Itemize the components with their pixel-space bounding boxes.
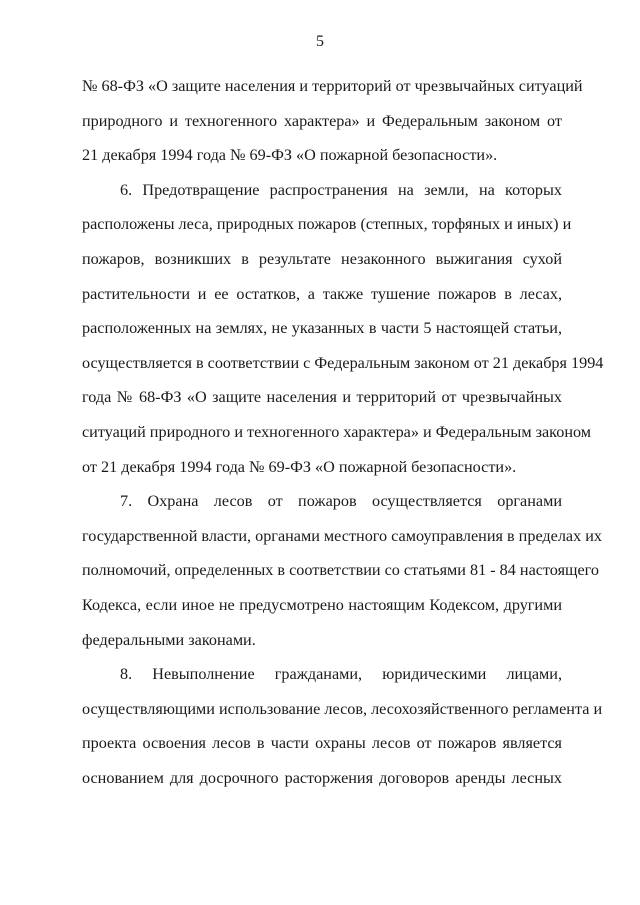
text-line: 21 декабря 1994 года № 69-ФЗ «О пожарной безопасности». (82, 146, 498, 165)
text-line: растительности и ее остатков, а также тушение пожаров в лесах, (82, 284, 562, 303)
text-body (82, 69, 604, 795)
text-line: проекта освоения лесов в части охраны лесов от пожаров является (82, 734, 562, 753)
text-line: пожаров, возникших в результате незаконного выжигания сухой (82, 249, 562, 268)
text-line: природного и техногенного характера» и Федеральным законом от (82, 111, 562, 130)
paragraph-continuation (82, 69, 583, 173)
paragraph-8 (82, 657, 603, 795)
text-line: полномочий, определенных в соответствии со статьями 81 - 84 настоящего (82, 561, 600, 580)
text-line: года № 68-ФЗ «О защите населения и территорий от чрезвычайных (82, 388, 562, 407)
text-line: 7. Охрана лесов от пожаров осуществляется органами (120, 492, 562, 511)
text-line: ситуаций природного и техногенного характера» и Федеральным законом (82, 422, 592, 441)
text-line: осуществляется в соответствии с Федеральным законом от 21 декабря 1994 (82, 353, 604, 372)
text-line: осуществляющими использование лесов, лесохозяйственного регламента и (82, 699, 603, 718)
text-line: от 21 декабря 1994 года № 69-ФЗ «О пожарной безопасности». (82, 457, 517, 476)
text-line: № 68-ФЗ «О защите населения и территорий от чрезвычайных ситуаций (82, 77, 583, 95)
text-line: государственной власти, органами местного самоуправления в пределах их (82, 526, 602, 545)
text-line: 6. Предотвращение распространения на земли, на которых (120, 180, 562, 199)
paragraph-7 (82, 484, 602, 657)
text-line: основанием для досрочного расторжения договоров аренды лесных (82, 768, 562, 787)
text-line: 8. Невыполнение гражданами, юридическими лицами, (120, 665, 562, 684)
text-line: расположенных на землях, не указанных в части 5 настоящей статьи, (82, 319, 562, 338)
text-line: расположены леса, природных пожаров (степных, торфяных и иных) и (82, 215, 572, 234)
page-number: 5 (316, 33, 324, 50)
paragraph-6 (82, 173, 604, 484)
text-line: федеральными законами. (82, 630, 256, 649)
text-line: Кодекса, если иное не предусмотрено настоящим Кодексом, другими (82, 595, 562, 614)
